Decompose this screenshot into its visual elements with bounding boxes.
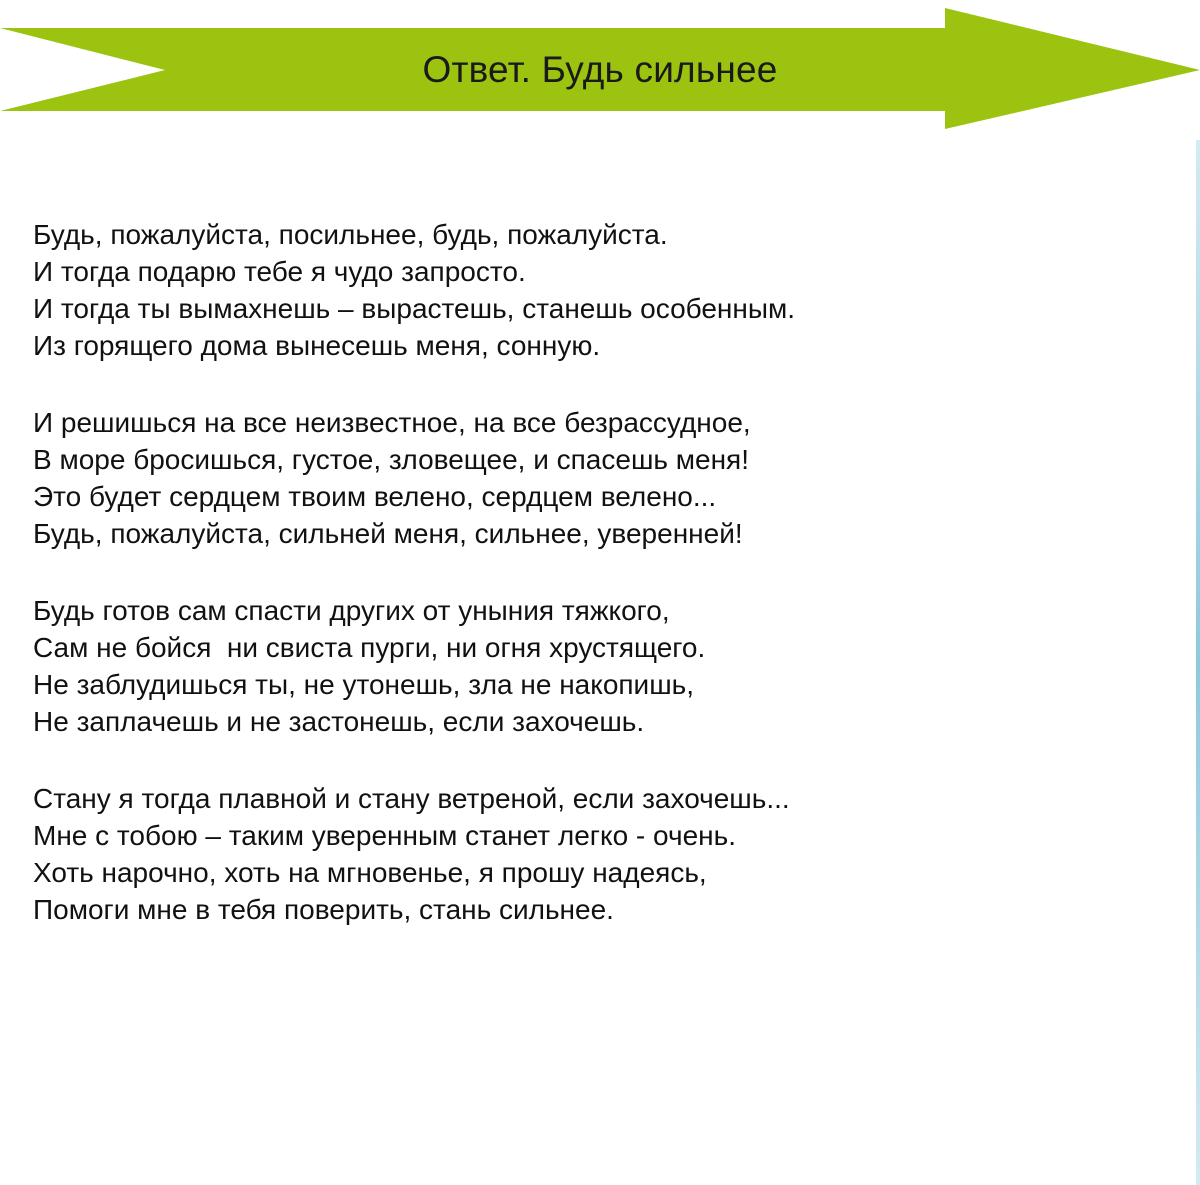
poem-line: Сам не бойся ни свиста пурги, ни огня хрустящего. — [33, 632, 706, 663]
poem-line: И тогда подарю тебе я чудо запросто. — [33, 256, 526, 287]
poem-line: Из горящего дома вынесешь меня, сонную. — [33, 330, 601, 361]
title-banner — [0, 8, 1200, 132]
poem-stanza — [33, 780, 1113, 928]
poem-line: Хоть нарочно, хоть на мгновенье, я прошу надеясь, — [33, 857, 707, 888]
poem-stanza — [33, 216, 1113, 364]
poem-stanza — [33, 592, 1113, 740]
poem-body — [33, 216, 1113, 968]
poem-line: Стану я тогда плавной и стану ветреной, если захочешь... — [33, 783, 790, 814]
poem-line: В море бросишься, густое, зловещее, и спасешь меня! — [33, 444, 749, 475]
poem-line: И решишься на все неизвестное, на все безрассудное, — [33, 407, 751, 438]
poem-line: Не заплачешь и не застонешь, если захочешь. — [33, 706, 645, 737]
poem-line: И тогда ты вымахнешь – вырастешь, станешь особенным. — [33, 293, 796, 324]
poem-stanza — [33, 404, 1113, 552]
poem-line: Будь готов сам спасти других от уныния тяжкого, — [33, 595, 670, 626]
right-edge-decoration — [1196, 140, 1200, 1185]
poem-line: Это будет сердцем твоим велено, сердцем велено... — [33, 481, 717, 512]
poem-line: Не заблудишься ты, не утонешь, зла не накопишь, — [33, 669, 695, 700]
poem-line: Мне с тобою – таким уверенным станет легко - очень. — [33, 820, 736, 851]
page-title: Ответ. Будь сильнее — [422, 49, 778, 90]
poem-line: Помоги мне в тебя поверить, стань сильнее. — [33, 894, 614, 925]
poem-line: Будь, пожалуйста, сильней меня, сильнее, уверенней! — [33, 518, 743, 549]
poem-line: Будь, пожалуйста, посильнее, будь, пожалуйста. — [33, 219, 668, 250]
